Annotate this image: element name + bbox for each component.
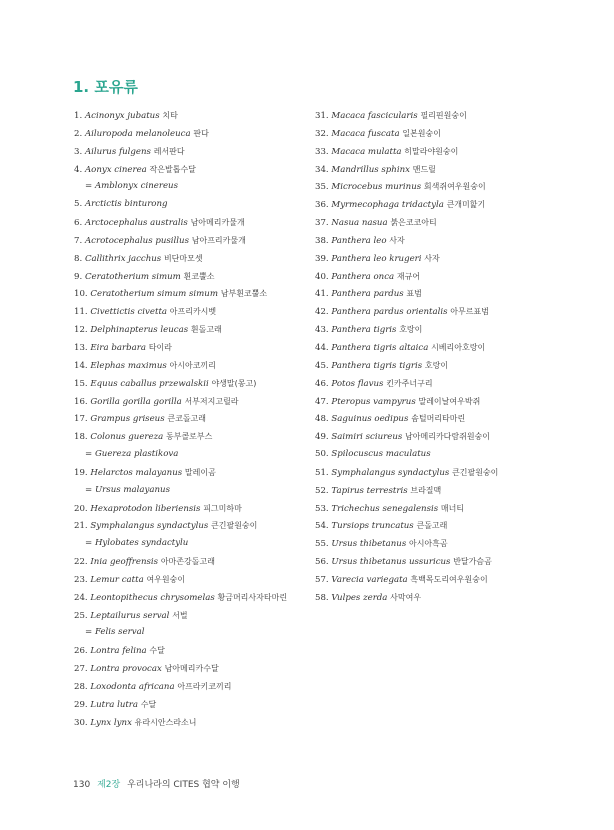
korean-name: 수달 <box>140 699 157 709</box>
species-entry <box>74 303 344 321</box>
species-entry <box>74 143 344 161</box>
scientific-name: Hylobates syndactylu <box>94 538 189 549</box>
species-entry <box>74 214 344 232</box>
scientific-name: Panthera pardus orientalis <box>331 307 448 318</box>
species-entry <box>315 517 585 535</box>
entry-number: 49. <box>315 432 332 443</box>
korean-name: 아마존강돌고래 <box>160 557 215 567</box>
entry-number: 8. <box>74 253 85 264</box>
species-entry <box>315 464 585 482</box>
entry-number: 29. <box>74 699 91 710</box>
korean-name: 말레이날여우박쥐 <box>418 396 481 406</box>
entry-number: 33. <box>315 146 332 157</box>
scientific-name: Panthera leo krugeri <box>331 253 422 264</box>
entry-number: 30. <box>74 717 91 728</box>
species-entry <box>74 678 344 696</box>
korean-name: 호랑이 <box>424 360 449 370</box>
species-list-right <box>315 107 585 607</box>
scientific-name: Inia geoffrensis <box>90 557 159 568</box>
page-number: 130 <box>73 780 91 790</box>
entry-number: 18. <box>74 432 91 443</box>
korean-name: 레서판다 <box>153 146 185 156</box>
korean-name: 서벌 <box>172 610 188 620</box>
species-list-left <box>74 107 344 732</box>
korean-name: 사막여우 <box>390 592 422 602</box>
scientific-name: Trichechus senegalensis <box>331 503 439 514</box>
species-entry <box>315 268 585 286</box>
korean-name: 야생말(몽고) <box>211 378 257 388</box>
entry-number: 5. <box>74 199 85 210</box>
entry-number: 9. <box>74 271 85 282</box>
species-entry <box>315 446 585 464</box>
scientific-name: Tapirus terrestris <box>331 485 408 496</box>
entry-number: = <box>85 484 95 495</box>
korean-name: 호랑이 <box>399 325 423 335</box>
chapter-label: 제2장 <box>97 780 121 790</box>
scientific-name: Gorilla gorilla gorilla <box>90 396 182 407</box>
entry-number: 17. <box>74 414 91 425</box>
species-entry <box>315 375 585 393</box>
species-entry <box>74 500 344 518</box>
entry-number: 40. <box>315 271 332 282</box>
scientific-name: Panthera pardus <box>331 289 404 300</box>
scientific-name: Panthera tigris altaica <box>331 342 429 353</box>
korean-name: 흰코뿔소 <box>183 271 215 281</box>
korean-name: 브라질맥 <box>410 485 442 495</box>
korean-name: 서부저지고릴라 <box>184 396 239 406</box>
entry-number: 36. <box>315 200 332 211</box>
scientific-name: Callithrix jacchus <box>84 253 162 264</box>
species-entry <box>74 125 344 143</box>
species-entry <box>74 196 344 214</box>
korean-name: 회색쥐여우원숭이 <box>423 182 486 192</box>
species-entry <box>74 607 344 625</box>
species-entry <box>74 589 344 607</box>
entry-number: = <box>85 449 95 460</box>
scientific-name: Ursus thibetanus <box>331 539 407 550</box>
scientific-name: Arctictis binturong <box>84 199 168 210</box>
scientific-name: Panthera onca <box>331 271 395 282</box>
korean-name: 큰코돌고래 <box>167 414 207 424</box>
entry-number: 52. <box>315 485 332 496</box>
entry-number: 53. <box>315 503 332 514</box>
species-entry <box>315 107 585 125</box>
species-entry <box>315 232 585 250</box>
korean-name: 시베리아호랑이 <box>431 342 486 352</box>
entry-number: 45. <box>315 360 332 371</box>
species-entry <box>315 125 585 143</box>
species-entry <box>315 161 585 179</box>
entry-number: 22. <box>74 557 91 568</box>
species-entry <box>315 410 585 428</box>
korean-name: 흑백목도리여우원숭이 <box>410 574 488 584</box>
korean-name: 붉은코코아티 <box>390 218 437 228</box>
scientific-name: Symphalangus syndactylus <box>90 521 209 532</box>
entry-number: 20. <box>74 503 91 514</box>
scientific-name: Pteropus vampyrus <box>331 396 416 407</box>
scientific-name: Panthera tigris <box>331 325 397 336</box>
scientific-name: Civettictis civetta <box>90 307 168 318</box>
entry-number: 34. <box>315 164 332 175</box>
entry-number: 54. <box>315 521 332 532</box>
scientific-name: Saguinus oedipus <box>331 414 409 425</box>
entry-number: 41. <box>315 289 332 300</box>
scientific-name: Spilocuscus maculatus <box>331 449 431 460</box>
korean-name: 남부흰코뿔소 <box>220 289 268 299</box>
entry-number: 48. <box>315 414 332 425</box>
species-entry <box>315 285 585 303</box>
entry-number: 43. <box>315 325 332 336</box>
scientific-name: Grampus griseus <box>90 414 165 425</box>
synonym-entry <box>74 446 344 464</box>
entry-number: 58. <box>315 592 332 603</box>
species-entry <box>315 428 585 446</box>
species-entry <box>74 428 344 446</box>
scientific-name: Ailurus fulgens <box>84 146 151 157</box>
species-entry <box>74 642 344 660</box>
synonym-entry <box>74 482 344 500</box>
korean-name: 황금머리사자타마린 <box>217 592 288 602</box>
species-entry <box>74 268 344 286</box>
scientific-name: Lemur catta <box>90 574 144 585</box>
korean-name: 큰돌고래 <box>416 521 448 531</box>
scientific-name: Macaca fuscata <box>331 128 400 139</box>
scientific-name: Colonus guereza <box>90 432 164 443</box>
scientific-name: Microcebus murinus <box>331 182 422 193</box>
synonym-entry <box>74 535 344 553</box>
entry-number: 13. <box>74 342 91 353</box>
korean-name: 반달가슴곰 <box>453 557 492 567</box>
korean-name: 아프라키코끼리 <box>177 682 232 691</box>
species-entry <box>74 161 344 179</box>
scientific-name: Delphinapterus leucas <box>90 325 189 336</box>
scientific-name: Ailuropoda melanoleuca <box>84 128 191 139</box>
scientific-name: Macaca fascicularis <box>331 111 418 121</box>
species-entry <box>315 178 585 196</box>
scientific-name: Felis serval <box>94 627 145 638</box>
korean-name: 아시아코끼리 <box>169 360 216 370</box>
species-entry <box>74 553 344 571</box>
species-entry <box>74 714 344 732</box>
species-entry <box>74 410 344 428</box>
scientific-name: Mandrillus sphinx <box>331 164 410 175</box>
entry-number: = <box>85 181 95 192</box>
species-entry <box>315 143 585 161</box>
korean-name: 사자 <box>389 235 405 245</box>
scientific-name: Acinonyx jubatus <box>84 111 160 121</box>
entry-number: 38. <box>315 235 332 246</box>
species-entry <box>74 357 344 375</box>
scientific-name: Potos flavus <box>331 378 384 389</box>
entry-number: 16. <box>74 396 91 407</box>
species-entry <box>315 482 585 500</box>
entry-number: 24. <box>74 592 91 603</box>
scientific-name: Lontra provocax <box>90 664 162 675</box>
korean-name: 킨카주너구리 <box>386 378 433 388</box>
korean-name: 필리핀원숭이 <box>420 111 467 120</box>
entry-number: = <box>85 538 95 549</box>
species-entry <box>315 321 585 339</box>
entry-number: 12. <box>74 325 91 336</box>
korean-name: 유라시안스라소니 <box>134 717 197 727</box>
species-entry <box>74 696 344 714</box>
scientific-name: Symphalangus syndactylus <box>331 467 450 478</box>
korean-name: 동부콜로부스 <box>166 432 213 442</box>
korean-name: 작은발톱수달 <box>149 164 196 174</box>
entry-number: 46. <box>315 378 332 389</box>
species-entry <box>74 321 344 339</box>
korean-name: 타이라 <box>148 342 172 352</box>
entry-number: 32. <box>315 128 332 139</box>
page-footer <box>73 777 240 790</box>
entry-number: 1. <box>74 111 85 121</box>
korean-name: 매너티 <box>440 503 465 513</box>
scientific-name: Ceratotherium simum simum <box>90 289 218 300</box>
korean-name: 남아프리카물개 <box>191 235 246 245</box>
korean-name: 아프리카시벳 <box>169 307 217 317</box>
scientific-name: Myrmecophaga tridactyla <box>331 200 444 211</box>
korean-name: 큰긴팔원숭이 <box>452 467 499 477</box>
korean-name: 솜털머리타마린 <box>411 414 466 424</box>
scientific-name: Leptailurus serval <box>90 610 170 621</box>
entry-number: 21. <box>74 521 91 532</box>
species-entry <box>74 232 344 250</box>
scientific-name: Equus caballus przewalskii <box>90 378 209 389</box>
scientific-name: Loxodonta africana <box>90 682 175 692</box>
entry-number: 10. <box>74 289 91 300</box>
korean-name: 흰돌고래 <box>190 325 222 335</box>
korean-name: 재규어 <box>396 271 421 281</box>
section-heading: 1. 포유류 <box>73 78 138 96</box>
scientific-name: Panthera leo <box>331 235 387 246</box>
korean-name: 여우원숭이 <box>146 574 186 584</box>
species-entry <box>315 303 585 321</box>
scientific-name: Macaca mulatta <box>331 146 402 157</box>
species-entry <box>315 339 585 357</box>
entry-number: 28. <box>74 682 91 692</box>
entry-number: 57. <box>315 574 332 585</box>
entry-number: 27. <box>74 664 91 675</box>
species-entry <box>74 339 344 357</box>
entry-number: 7. <box>74 235 85 246</box>
species-entry <box>315 571 585 589</box>
entry-number: 51. <box>315 467 332 478</box>
korean-name: 비단마모셋 <box>163 253 203 263</box>
scientific-name: Ursus thibetanus ussuricus <box>331 557 451 568</box>
entry-number: 15. <box>74 378 91 389</box>
species-entry <box>74 285 344 303</box>
scientific-name: Hexaprotodon liberiensis <box>90 503 201 514</box>
entry-number: 26. <box>74 646 91 657</box>
entry-number: 44. <box>315 342 332 353</box>
scientific-name: Leontopithecus chrysomelas <box>90 592 215 603</box>
species-entry <box>315 535 585 553</box>
korean-name: 말레이곰 <box>184 467 216 477</box>
scientific-name: Arctocephalus australis <box>84 218 188 229</box>
entry-number: 3. <box>74 146 85 157</box>
species-entry <box>315 500 585 518</box>
entry-number: 19. <box>74 467 91 478</box>
scientific-name: Nasua nasua <box>331 218 388 229</box>
korean-name: 아무르표범 <box>450 307 489 317</box>
entry-number: 31. <box>315 111 332 121</box>
korean-name: 히말라야원숭이 <box>404 146 459 156</box>
entry-number: 55. <box>315 539 332 550</box>
species-entry <box>74 571 344 589</box>
korean-name: 남아메리카수달 <box>164 664 219 674</box>
scientific-name: Ceratotherium simum <box>84 271 181 282</box>
korean-name: 큰긴팔원숭이 <box>211 521 258 531</box>
species-entry <box>74 250 344 268</box>
korean-name: 수달 <box>149 646 165 656</box>
entry-number: 14. <box>74 360 91 371</box>
species-entry <box>74 375 344 393</box>
scientific-name: Tursiops truncatus <box>331 521 414 532</box>
species-entry <box>315 214 585 232</box>
entry-number: 11. <box>74 307 91 318</box>
korean-name: 사자 <box>424 253 440 263</box>
scientific-name: Eira barbara <box>90 342 146 353</box>
scientific-name: Panthera tigris tigris <box>331 360 423 371</box>
scientific-name: Ursus malayanus <box>94 484 170 495</box>
entry-number: 35. <box>315 182 332 193</box>
korean-name: 맨드릴 <box>412 164 436 174</box>
entry-number: 37. <box>315 218 332 229</box>
scientific-name: Lontra felina <box>90 646 147 657</box>
scientific-name: Helarctos malayanus <box>90 467 183 478</box>
species-entry <box>74 660 344 678</box>
species-entry <box>315 393 585 411</box>
entry-number: 23. <box>74 574 91 585</box>
korean-name: 남아메리카물개 <box>190 218 245 228</box>
species-entry <box>74 517 344 535</box>
chapter-title: 우리나라의 CITES 협약 이행 <box>127 780 240 790</box>
scientific-name: Lutra lutra <box>90 699 139 710</box>
entry-number: 47. <box>315 396 332 407</box>
scientific-name: Aonyx cinerea <box>84 164 147 175</box>
korean-name: 판다 <box>193 128 209 138</box>
entry-number: 56. <box>315 557 332 568</box>
korean-name: 피그미하마 <box>203 503 242 513</box>
species-entry <box>315 250 585 268</box>
scientific-name: Saimiri sciureus <box>331 432 403 443</box>
korean-name: 표범 <box>406 289 422 299</box>
species-entry <box>315 196 585 214</box>
korean-name: 일본원숭이 <box>402 128 441 138</box>
entry-number: 42. <box>315 307 332 318</box>
entry-number: 39. <box>315 253 332 264</box>
species-entry <box>74 464 344 482</box>
species-entry <box>315 589 585 607</box>
entry-number: 6. <box>74 218 85 229</box>
scientific-name: Varecia variegata <box>331 574 408 585</box>
synonym-entry <box>74 624 344 642</box>
scientific-name: Acrotocephalus pusillus <box>84 235 189 246</box>
entry-number: 2. <box>74 128 85 139</box>
scientific-name: Elephas maximus <box>90 360 167 371</box>
scientific-name: Vulpes zerda <box>331 592 388 603</box>
synonym-entry <box>74 178 344 196</box>
korean-name: 남아메리카다람쥐원숭이 <box>405 432 491 442</box>
entry-number: 25. <box>74 610 91 621</box>
korean-name: 아시아흑곰 <box>408 539 448 549</box>
korean-name: 큰개미핥기 <box>446 200 486 210</box>
scientific-name: Guereza plastikova <box>94 449 179 460</box>
scientific-name: Lynx lynx <box>90 717 132 728</box>
species-entry <box>74 107 344 125</box>
entry-number: 50. <box>315 449 332 460</box>
species-entry <box>315 553 585 571</box>
scientific-name: Amblonyx cinereus <box>94 181 179 192</box>
species-entry <box>315 357 585 375</box>
entry-number: = <box>85 627 95 638</box>
entry-number: 4. <box>74 164 85 175</box>
korean-name: 치타 <box>162 111 178 120</box>
species-entry <box>74 393 344 411</box>
